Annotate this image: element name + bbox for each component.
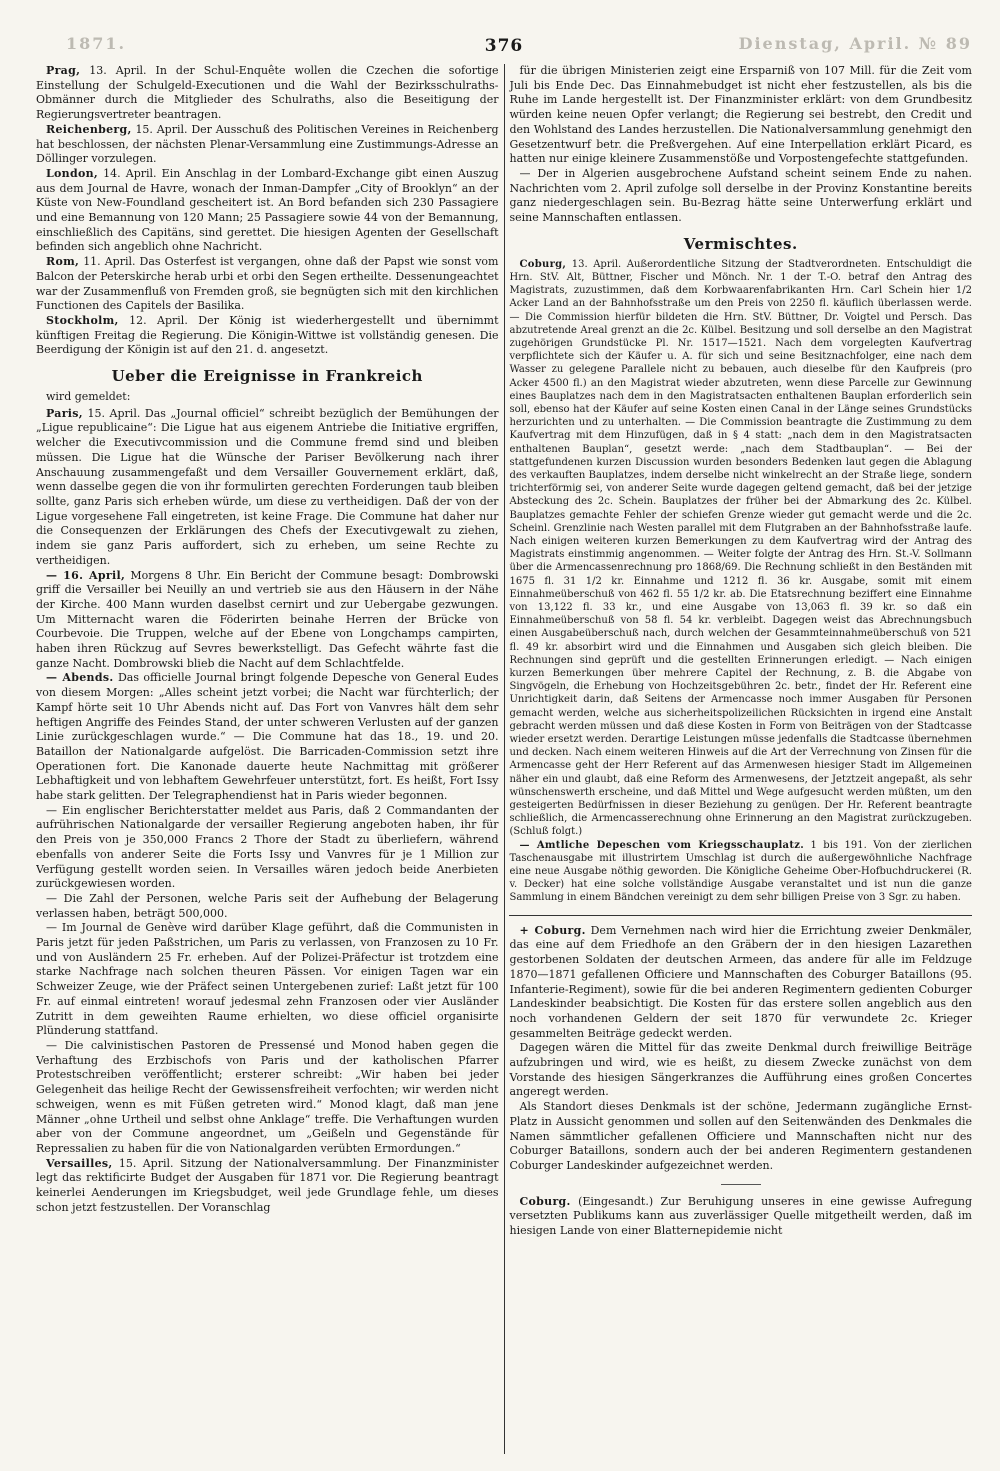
article-paragraph — [509, 1100, 972, 1174]
short-separator — [721, 1184, 761, 1185]
misc-articles — [509, 258, 972, 905]
page-number: 376 — [484, 36, 524, 56]
article-text: Das officielle Journal bringt folgende Depesche von General Eudes von diesem Morgen: „Alles scheint jetzt vorbei; die Nacht war fürchterlich; der Kampf hörte seit 10 Uhr Abends nicht auf. Das Fort von Vanvres hält dem sehr heftigen Angriffe des Feindes Stand, der unter schweren Verlusten auf der ganzen Linie zurückgeschlagen wurde.“ — Die Commune hat das 18., 19. und 20. Bataillon der Nationalgarde aufgelöst. Die Barricaden-Commission setzt ihre Operationen fort. Die Kanonade dauerte heute Nachmittag mit größerer Lebhaftigkeit und von lebhaftem Gewehrfeuer unterstützt, fort. Es heißt, Fort Issy habe stark gelitten. Der Telegraphendienst hat in Paris wieder begonnen. — [36, 671, 499, 803]
article-date: 12. April. — [129, 313, 188, 327]
article-place: + Coburg. — [519, 923, 586, 937]
article-place: Prag, — [46, 64, 81, 77]
article-paragraph — [36, 314, 499, 358]
article-date: Morgens 8 Uhr. — [130, 568, 222, 582]
article-paragraph — [36, 569, 499, 672]
article-paragraph — [36, 892, 499, 921]
article-place: — 16. April, — [46, 568, 126, 582]
article-place: Rom, — [46, 255, 80, 269]
article-paragraph — [36, 804, 499, 892]
article-paragraph — [36, 407, 499, 569]
article-paragraph — [509, 924, 972, 1042]
column-rule — [504, 64, 505, 1454]
article-text: In der Schul-Enquête wollen die Czechen die sofortige Einstellung der Schulgeld-Executionen und die Wahl der Bezirksschulraths-Obmänner durch die Mitglieder des Schulraths, also die Beseitigung der Regierungsvertreter beantragen. — [36, 64, 499, 122]
right-column — [509, 64, 972, 1454]
article-place: Coburg, — [519, 258, 567, 270]
columns — [36, 64, 972, 1454]
article-text: für die übrigen Ministerien zeigt eine Ersparniß von 107 Mill. für die Zeit vom Juli bis Ende Dec. Das Einnahmebudget ist nicht eher festzustellen, als bis die Ruhe im Lande hergestellt ist. Der Finanzminister erklärt: von dem Grundbesitz würden keine neuen Opfer verlangt; die Regierung sei bestrebt, den Credit und den Wohlstand des Landes herzustellen. Die Nationalversammlung genehmigt den Gesetzentwurf betr. die Preßvergehen. Auf eine Interpellation erklärt Picard, es hatten nur einige kleinere Zusammenstöße und Vorpostengefechte stattgefunden. — [509, 64, 972, 166]
article-text: Der König ist wiederhergestellt und übernimmt künftigen Freitag die Regierung. Die Königin-Wittwe ist vollständig genesen. Die Beerdigung der Königin ist auf den 21. d. angesetzt. — [36, 313, 499, 357]
article-paragraph — [36, 167, 499, 255]
article-text: Sitzung der Nationalversammlung. Der Finanzminister legt das rektificirte Budget der Ausgaben für 1871 vor. Die Regierung beantragt keinerlei Aenderungen im Kriegsbudget, weil jede Grundlage fehle, um dieses schon jetzt festzustellen. Der Voranschlag — [36, 1156, 499, 1214]
article-date: 1 bis 191. — [810, 839, 867, 851]
article-date: 13. April. — [571, 258, 622, 270]
article-text: Zur Beruhigung unseres in eine gewisse Aufregung versetzten Publikums kann aus zuverlässiger Quelle mitgetheilt werden, daß im hiesigen Lande von einer Blatternepidemie nicht — [509, 1194, 972, 1238]
article-text: Von der zierlichen Taschenausgabe mit illustrirtem Umschlag ist durch die außergewöhnliche Nachfrage eine neue Ausgabe nöthig geworden. Die Königliche Geheime Ober-Hofbuchdruckerei (R. v. Decker) hat eine solche vollständige Ausgabe veranstaltet und ist nun die ganze Sammlung in einem Bändchen vereinigt zu dem sehr billigen Preise von 3 Sgr. zu haben. — [509, 839, 972, 904]
article-text: — Die Zahl der Personen, welche Paris seit der Aufhebung der Belagerung verlassen haben, beträgt 500,000. — [36, 891, 499, 920]
section-heading-frankreich: Ueber die Ereignisse in Frankreich — [111, 367, 423, 386]
article-text: Dem Vernehmen nach wird hier die Errichtung zweier Denkmäler, das eine auf dem Friedhofe an den Gräbern der in den hiesigen Lazarethen gestorbenen Soldaten der deutschen Armeen, das andere für alle im Feldzuge 1870—1871 gefallenen Officiere und Mannschaften des Coburger Bataillons (95. Infanterie-Regiment), sowie für die bei anderen Regimentern gedienten Coburger Landeskinder beabsichtigt. Die Kosten für das erstere sollen angeblich aus den noch vorhandenen Geldern der seit 1870 für verwundete 2c. Krieger gesammelten Beiträge gedeckt werden. — [509, 923, 972, 1040]
article-date: 15. April. — [118, 1156, 174, 1170]
article-paragraph — [509, 64, 972, 167]
article-text: Außerordentliche Sitzung der Stadtverordneten. Entschuldigt die Hrn. StV. Alt, Büttner, Fischer und Mönch. Nr. 1 der T.-O. betraf den Antrag des Magistrats, zuzustimmen, daß dem Korbwaarenfabrikanten Hrn. Carl Schein hier 1/2 Acker Land an der Bahnhofsstraße um den Preis von 2250 fl. käuflich überlassen werde. — Die Commission hierfür bildeten die Hrn. StV. Büttner, Dr. Voigtel und Persch. Das abzutretende Areal grenzt an die 2c. Külbel. Besitzung und soll derselbe an den Magistrat zugehörigen Grundstücke Pl. Nr. 1517—1521. Nach dem vorgelegten Kaufvertrag verpflichtete sich der Käufer u. A. für sich und seine Besitznachfolger, eine nach dem Wasser zu gelegene Parallele nicht zu bebauen, auch dieselbe für den Kaufpreis (pro Acker 4500 fl.) an den Magistrat wieder abzutreten, wenn diese Parcelle zur Gewinnung eines Bauplatzes nach dem in den Magistratsacten enthaltenen Bauplan erforderlich sein soll, ebenso hat der Käufer auf seine Kosten einen Canal in der Länge seines Grundstücks herzurichten und zu unterhalten. — Die Commission beantragte die Zustimmung zu dem Kaufvertrag mit dem Hinzufügen, daß in § 4 statt: „nach dem in den Magistratsacten enthaltenen Bauplan“, gesetzt werde: „nach dem Stadtbauplan“. — Bei der stattgefundenen kurzen Discussion wurden besonders Bedenken laut gegen die Ablagung des verkauften Bauplatzes, indem derselbe nicht winkelrecht an der Straße liege, sondern trichterförmig sei, von anderer Seite wurde dagegen geltend gemacht, daß bei der jetzige Absteckung des 2c. Schein. Bauplatzes der früher bei der Abmarkung des 2c. Külbel. Bauplatzes gemachte Fehler der schiefen Grenze wieder gut gemacht werde und die 2c. Scheinl. Grenzlinie nach Westen parallel mit dem Flutgraben an der Bahnhofsstraße laufe. Nach einigen weiteren kurzen Bemerkungen zu dem Kaufvertrag wird der Antrag des Magistrats einstimmig angenommen. — Weiter folgte der Antrag des Hrn. St.-V. Sollmann über die Armencassenrechnung pro 1868/69. Die Rechnung schließt in den Beständen mit 1675 fl. 31 1/2 kr. Einnahme und 1212 fl. 36 kr. Ausgabe, somit mit einem Einnahmeüberschuß von 462 fl. 55 1/2 kr. ab. Die Etatsrechnung beziffert eine Einnahme von 13,122 fl. 33 kr., und eine Ausgabe von 13,063 fl. 39 kr. so daß ein Einnahmeüberschuß von 58 fl. 54 kr. verbleibt. Dagegen weist das Abrechnungsbuch einen Ausgabeüberschuß nach, durch welchen der Gesammteinnahmeüberschuß von 521 fl. 49 kr. absorbirt wird und die Einnahmen und Ausgaben sich gleich bleiben. Die Rechnungen sind geprüft und die gestellten Erinnerungen erledigt. — Nach einigen kurzen Bemerkungen über mehrere Capitel der Rechnung, z. B. die Abgabe von Singvögeln, die Erhebung von Hochzeitsgebühren 2c. betr., findet der Hr. Referent eine Unrichtigkeit darin, daß Seitens der Armencasse noch immer Ausgaben für Personen gemacht werden, welche aus sicherheitspolizeilichen Rücksichten in irgend eine Anstalt gebracht werden müssen und daß diese Kosten in Form von Beiträgen von der Stadtcasse wieder ersetzt werden. Derartige Leistungen müsse jedenfalls die Stadtcasse übernehmen und decken. Nach einem weiteren Hinweis auf die Art der Verrechnung von Zinsen für die Armencasse geht der Herr Referent auf das Armenwesen hiesiger Stadt im Allgemeinen näher ein und glaubt, daß eine Reform des Armenwesens, der Jetztzeit angepaßt, als sehr wünschenswerth erscheine, und daß Mittel und Wege aufgesucht werden müßten, um den gesteigerten Bedürfnissen in dieser Beziehung zu genügen. Der Hr. Referent beantragte schließlich, die Armencasserechnung ohne Erinnerung an den Magistrat zurückzugeben. (Schluß folgt.) — [509, 258, 972, 838]
article-place: Coburg. — [519, 1194, 571, 1208]
article-paragraph — [36, 255, 499, 314]
article-paragraph — [36, 671, 499, 803]
left-column — [36, 64, 499, 1454]
france-articles — [36, 407, 499, 1216]
running-head — [36, 30, 972, 64]
article-text: Das „Journal officiel“ schreibt bezüglich der Bemühungen der „Ligue republicaine“: Die Ligue hat aus eigenem Antriebe die Initiative ergriffen, welcher die Executivcommission und die Commune fremd sind und bleiben müssen. Die Ligue hat die Wünsche der Pariser Bevölkerung nach ihrer Anschauung zusammengefaßt und dem Versailler Gouvernement erklärt, daß, wenn dasselbe gegen die von ihr formulirten gerechten Forderungen taub bleiben sollte, ganz Paris sich erheben würde, um diese zu vertheidigen. Daß der von der Ligue vorgesehene Fall eingetreten, ist keine Frage. Die Commune hat daher nur die Consequenzen der Erklärungen des Chefs der Executivgewalt zu ziehen, indem sie ganz Paris auffordert, sich zu erheben, um seine Rechte zu vertheidigen. — [36, 406, 499, 567]
article-text: — Die calvinistischen Pastoren de Pressensé und Monod haben gegen die Verhaftung des Erzbischofs von Paris und der katholischen Pfarrer Protestschreiben veröffentlicht; ersterer schreibt: „Wir haben bei jeder Gelegenheit das heilige Recht der Gewissensfreiheit verfochten; wir werden nicht schweigen, wenn es mit Füßen getreten wird.“ Monod klagt, daß man jene Männer „ohne Urtheil und selbst ohne Anklage“ treffe. Die Verhaftungen wurden aber von der Commune angeordnet, um „Geißeln und Gegenstände für Repressalien zu haben für die von Nationalgarden verübten Ermordungen.“ — [36, 1039, 499, 1155]
article-paragraph — [36, 1157, 499, 1216]
article-place: — Amtliche Depeschen vom Kriegsschauplatz. — [519, 839, 805, 851]
article-text: Dagegen wären die Mittel für das zweite Denkmal durch freiwillige Beiträge aufzubringen und wird, wie es heißt, zu diesem Zwecke zunächst von dem Vorstande des hiesigen Sängerkranzes die Aufführung eines großen Concertes angeregt werden. — [509, 1041, 972, 1099]
article-place: Stockholm, — [46, 313, 119, 327]
section-subheading: wird gemeldet: — [46, 390, 131, 404]
article-date: 11. April. — [83, 255, 136, 269]
article-place: London, — [46, 166, 99, 180]
section-heading-vermischtes: Vermischtes. — [683, 234, 798, 253]
article-paragraph — [36, 123, 499, 167]
article-paragraph — [509, 1041, 972, 1100]
article-paragraph — [509, 167, 972, 226]
article-paragraph — [36, 921, 499, 1039]
article-text: Ein Anschlag in der Lombard-Exchange gibt einen Auszug aus dem Journal de Havre, wonach der Inman-Dampfer „City of Brooklyn“ an der Küste von New-Foundland gescheitert ist. An Bord befanden sich 230 Passagiere und eine Bemannung von 120 Mann; 25 Passagiere sowie 44 von der Bemannung, einschließlich des Capitäns, sind gerettet. Die hiesigen Agenten der Gesellschaft befinden sich angeblich ohne Nachricht. — [36, 166, 499, 254]
news-articles — [36, 64, 499, 358]
article-date: 13. April. — [89, 64, 147, 77]
article-text: Der Ausschuß des Politischen Vereines in Reichenberg hat beschlossen, der nächsten Plenar-Versammlung eine Zustimmungs-Adresse an Döllinger vorzulegen. — [36, 122, 499, 166]
article-paragraph — [509, 839, 972, 905]
show-through-text-right: Dienstag, April. № 89 — [738, 34, 972, 53]
final-article — [509, 1195, 972, 1239]
article-paragraph — [36, 1039, 499, 1157]
article-date: 15. April. — [87, 406, 141, 420]
article-text: — Ein englischer Berichterstatter meldet aus Paris, daß 2 Commandanten der aufrührischen Nationalgarde der versailler Regierung angeboten haben, ihr für den Preis von je 350,000 Francs 2 Thore der Stadt zu überliefern, während ebenfalls von anderer Seite die Forts Issy und Vanvres für je 1 Million zur Verfügung gestellt worden seien. In Versailles wären jedoch beide Anerbieten zurückgewiesen worden. — [36, 803, 499, 891]
article-date: 15. April. — [135, 122, 188, 136]
continued-articles — [509, 64, 972, 226]
article-place: — Abends. — [46, 671, 114, 685]
article-place: Versailles, — [46, 1156, 113, 1170]
article-text: — Im Journal de Genève wird darüber Klage geführt, daß die Communisten in Paris jetzt für jeden Paßstrichen, um Paris zu verlassen, von Franzosen zu 10 Fr. und von Ausländern 25 Fr. erheben. Auf der Polizei-Präfectur ist trotzdem eine starke Nachfrage nach solchen theuren Pässen. Vor einigen Tagen war ein Schweizer Zeuge, wie der Präfect seinen Untergebenen zurief: Laßt jetzt für 100 Fr. auf einmal eintreten! worauf jedesmal zehn Franzosen oder vier Ausländer Zutritt in dem geweihten Raume erhielten, wo diese officiel organisirte Plünderung stattfand. — [36, 921, 499, 1038]
local-articles — [509, 924, 972, 1174]
article-paragraph — [509, 258, 972, 839]
article-place: Reichenberg, — [46, 122, 132, 136]
article-date: 14. April. — [103, 166, 157, 180]
article-text: Das Osterfest ist vergangen, ohne daß der Papst wie sonst vom Balcon der Peterskirche herab urbi et orbi den Segen ertheilte. Dessenungeachtet war der Zusammenfluß von Fremden groß, sie begnügten sich mit den kirchlichen Functionen des Capitels der Basilika. — [36, 255, 499, 313]
article-paragraph — [36, 64, 499, 123]
article-paragraph — [509, 1195, 972, 1239]
article-date: (Eingesandt.) — [578, 1194, 654, 1208]
show-through-text-left: 1871. — [66, 34, 127, 53]
article-text: Als Standort dieses Denkmals ist der schöne, Jedermann zugängliche Ernst-Platz in Aussicht genommen und sollen auf den Seitenwänden des Denkmales die Namen sämmtlicher gefallenen Officiere und Mannschaften nicht nur des Coburger Bataillons, sondern auch der bei anderen Regimentern gestandenen Coburger Landeskinder aufgezeichnet werden. — [509, 1100, 972, 1172]
article-text: Ein Bericht der Commune besagt: Dombrowski griff die Versailler bei Neuilly an und vertrieb sie aus den Häusern in der Nähe der Kirche. 400 Mann wurden daselbst cernirt und zur Uebergabe gezwungen. Um Mitternacht waren die Föderirten beinahe Herren der Brücke von Courbevoie. Die Truppen, welche auf der Ebene von Longchamps campirten, haben ihren Rückzug auf Sevres bewerkstelligt. Das Gefecht währte fast die ganze Nacht. Dombrowski blieb die Nacht auf dem Schlachtfelde. — [36, 568, 499, 670]
article-text: — Der in Algerien ausgebrochene Aufstand scheint seinem Ende zu nahen. Nachrichten vom 2. April zufolge soll derselbe in der Provinz Konstantine bereits ganz niedergeschlagen sein. Bu-Bezrag hätte seine Unterwerfung erklärt und seine Mannschaften entlassen. — [509, 166, 972, 225]
section-separator — [509, 915, 972, 916]
article-place: Paris, — [46, 406, 83, 420]
